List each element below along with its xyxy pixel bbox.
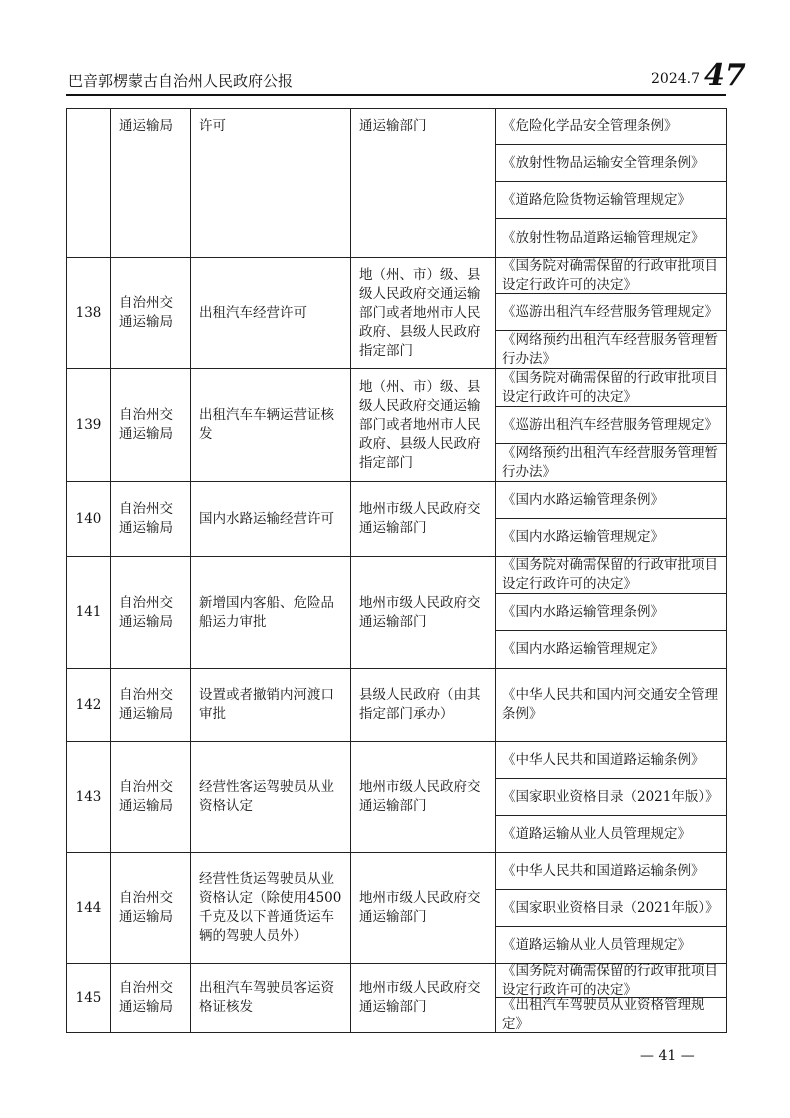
department-cell: 自治州交通运输局	[111, 964, 191, 1032]
legal-basis-item: 《国务院对确需保留的行政审批项目设定行政许可的决定》	[496, 964, 726, 998]
journal-title: 巴音郭楞蒙古自治州人民政府公报	[68, 72, 294, 90]
row-number: 138	[67, 258, 111, 368]
legal-basis-item: 《国务院对确需保留的行政审批项目设定行政许可的决定》	[496, 557, 726, 594]
legal-basis-item: 《放射性物品运输安全管理条例》	[496, 145, 726, 182]
row-number	[67, 109, 111, 257]
legal-basis-item: 《国务院对确需保留的行政审批项目设定行政许可的决定》	[496, 258, 726, 294]
legal-basis-item: 《出租汽车驾驶员从业资格管理规定》	[502, 997, 705, 1032]
legal-basis-cell	[496, 482, 727, 556]
row-number: 143	[67, 742, 111, 852]
row-number: 142	[67, 669, 111, 741]
table-row	[67, 742, 727, 853]
permit-item-cell: 经营性客运驾驶员从业资格认定	[191, 742, 351, 852]
legal-basis-cell	[496, 853, 727, 963]
row-number: 141	[67, 557, 111, 668]
permit-item-cell: 出租汽车车辆运营证核发	[191, 369, 351, 481]
table-row	[67, 669, 727, 742]
department-cell: 自治州交通运输局	[111, 742, 191, 852]
legal-basis-item: 《网络预约出租汽车经营服务管理暂行办法》	[502, 444, 718, 480]
legal-basis-cell	[496, 964, 727, 1032]
implementing-body-cell: 地州市级人民政府交通运输部门	[351, 964, 496, 1032]
legal-basis-item: 《危险化学品安全管理条例》	[496, 109, 726, 145]
legal-basis-item: 《国内水路运输管理条例》	[496, 594, 726, 631]
legal-basis-cell	[496, 369, 727, 481]
department-cell: 自治州交通运输局	[111, 557, 191, 668]
table-row	[67, 369, 727, 482]
legal-basis-cell	[496, 557, 727, 668]
implementing-body-cell: 县级人民政府（由其指定部门承办）	[351, 669, 496, 741]
permit-table	[66, 108, 727, 1033]
legal-basis-cell	[496, 109, 727, 257]
row-number: 140	[67, 482, 111, 556]
table-row	[67, 109, 727, 258]
legal-basis-item: 《巡游出租汽车经营服务管理规定》	[496, 407, 726, 444]
permit-item-cell: 新增国内客船、危险品船运力审批	[191, 557, 351, 668]
legal-basis-item: 《国内水路运输管理规定》	[502, 529, 664, 545]
row-number: 139	[67, 369, 111, 481]
legal-basis-cell	[496, 669, 727, 741]
implementing-body-cell: 地（州、市）级、县级人民政府交通运输部门或者地州市人民政府、县级人民政府指定部门	[351, 369, 496, 481]
header-divider	[66, 94, 726, 96]
implementing-body-cell: 地（州、市）级、县级人民政府交通运输部门或者地州市人民政府、县级人民政府指定部门	[351, 258, 496, 368]
legal-basis-item: 《网络预约出租汽车经营服务管理暂行办法》	[502, 331, 718, 367]
legal-basis-item: 《道路运输从业人员管理规定》	[502, 936, 691, 953]
issue-date: 2024.7	[651, 71, 700, 87]
permit-item-cell: 许可	[191, 109, 351, 257]
legal-basis-item: 《放射性物品道路运输管理规定》	[502, 229, 705, 246]
permit-item-cell: 设置或者撤销内河渡口审批	[191, 669, 351, 741]
implementing-body-cell: 地州市级人民政府交通运输部门	[351, 742, 496, 852]
table-row	[67, 557, 727, 669]
implementing-body-cell: 地州市级人民政府交通运输部门	[351, 853, 496, 963]
table-row	[67, 258, 727, 369]
implementing-body-cell: 通运输部门	[351, 109, 496, 257]
legal-basis-item: 《巡游出租汽车经营服务管理规定》	[496, 294, 726, 331]
department-cell: 自治州交通运输局	[111, 369, 191, 481]
legal-basis-item: 《中华人民共和国道路运输条例》	[496, 853, 726, 890]
legal-basis-item: 《国家职业资格目录（2021年版）》	[496, 779, 726, 816]
table-row	[67, 482, 727, 557]
department-cell: 自治州交通运输局	[111, 853, 191, 963]
legal-basis-item: 《中华人民共和国内河交通安全管理条例》	[502, 687, 718, 722]
legal-basis-item: 《国内水路运输管理规定》	[502, 641, 664, 657]
row-number: 144	[67, 853, 111, 963]
implementing-body-cell: 地州市级人民政府交通运输部门	[351, 482, 496, 556]
legal-basis-item: 《国家职业资格目录（2021年版）》	[496, 890, 726, 927]
department-cell: 通运输局	[111, 109, 191, 257]
table-row	[67, 853, 727, 964]
permit-item-cell: 经营性货运驾驶员从业资格认定（除使用4500千克及以下普通货运车辆的驾驶人员外）	[191, 853, 351, 963]
legal-basis-cell	[496, 258, 727, 368]
implementing-body-cell: 地州市级人民政府交通运输部门	[351, 557, 496, 668]
legal-basis-cell	[496, 742, 727, 852]
department-cell: 自治州交通运输局	[111, 482, 191, 556]
department-cell: 自治州交通运输局	[111, 669, 191, 741]
legal-basis-item: 《道路危险货物运输管理规定》	[496, 182, 726, 219]
permit-item-cell: 出租汽车经营许可	[191, 258, 351, 368]
legal-basis-item: 《中华人民共和国道路运输条例》	[496, 742, 726, 779]
page-number: — 41 —	[640, 1048, 695, 1064]
legal-basis-item: 《国内水路运输管理条例》	[496, 482, 726, 519]
permit-item-cell: 国内水路运输经营许可	[191, 482, 351, 556]
department-cell: 自治州交通运输局	[111, 258, 191, 368]
legal-basis-item: 《道路运输从业人员管理规定》	[502, 825, 691, 842]
issue-number: 47	[704, 58, 746, 93]
permit-item-cell: 出租汽车驾驶员客运资格证核发	[191, 964, 351, 1032]
table-row	[67, 964, 727, 1033]
row-number: 145	[67, 964, 111, 1032]
legal-basis-item: 《国务院对确需保留的行政审批项目设定行政许可的决定》	[496, 369, 726, 407]
